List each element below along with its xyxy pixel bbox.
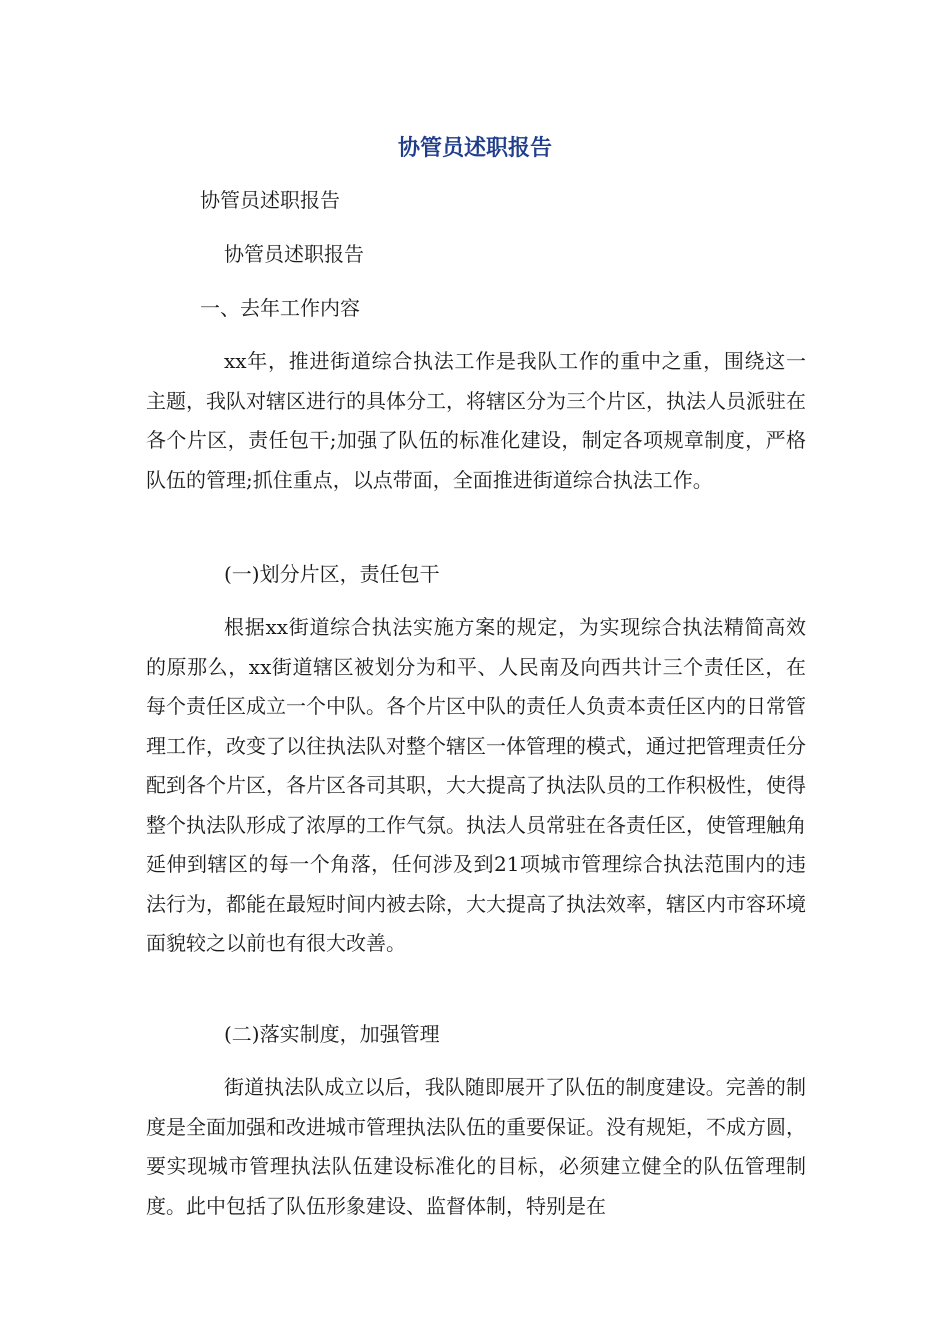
subsection-heading: (一)划分片区，责任包干 [224,562,440,586]
document-title: 协管员述职报告 [397,135,552,161]
subsection-heading: (二)落实制度，加强管理 [224,1022,440,1046]
subtitle-line-1: 协管员述职报告 [200,188,340,212]
body-paragraph: 根据xx街道综合执法实施方案的规定，为实现综合执法精简高效的原那么，xx街道辖区被划分为和平、人民南及向西共计三个责任区，在每个责任区成立一个中队。各个片区中队的责任人负责本责任区内的日常管理工作，改变了以往执法队对整个辖区一体管理的模式，通过把管理责任分配到各个片区，各片区各司其职，大大提高了执法队员的工作积极性，使得整个执法队形成了浓厚的工作气氛。执法人员常驻在各责任区，使管理触角延伸到辖区的每一个角落，任何涉及到21项城市管理综合执法范围内的违法行为，都能在最短时间内被去除，大大提高了执法效率，辖区内市容环境面貌较之以前也有很大改善。 [146,615,806,955]
body-paragraph: 街道执法队成立以后，我队随即展开了队伍的制度建设。完善的制度是全面加强和改进城市管理执法队伍的重要保证。没有规矩，不成方圆，要实现城市管理执法队伍建设标准化的目标，必须建立健全的队伍管理制度。此中包括了队伍形象建设、监督体制，特别是在 [146,1075,806,1218]
subtitle-line-2: 协管员述职报告 [224,242,364,266]
body-paragraph: xx年，推进街道综合执法工作是我队工作的重中之重，围绕这一主题，我队对辖区进行的具体分工，将辖区分为三个片区，执法人员派驻在各个片区，责任包干;加强了队伍的标准化建设，制定各项规章制度，严格队伍的管理;抓住重点，以点带面，全面推进街道综合执法工作。 [146,349,806,492]
section-heading: 一、去年工作内容 [200,296,360,320]
